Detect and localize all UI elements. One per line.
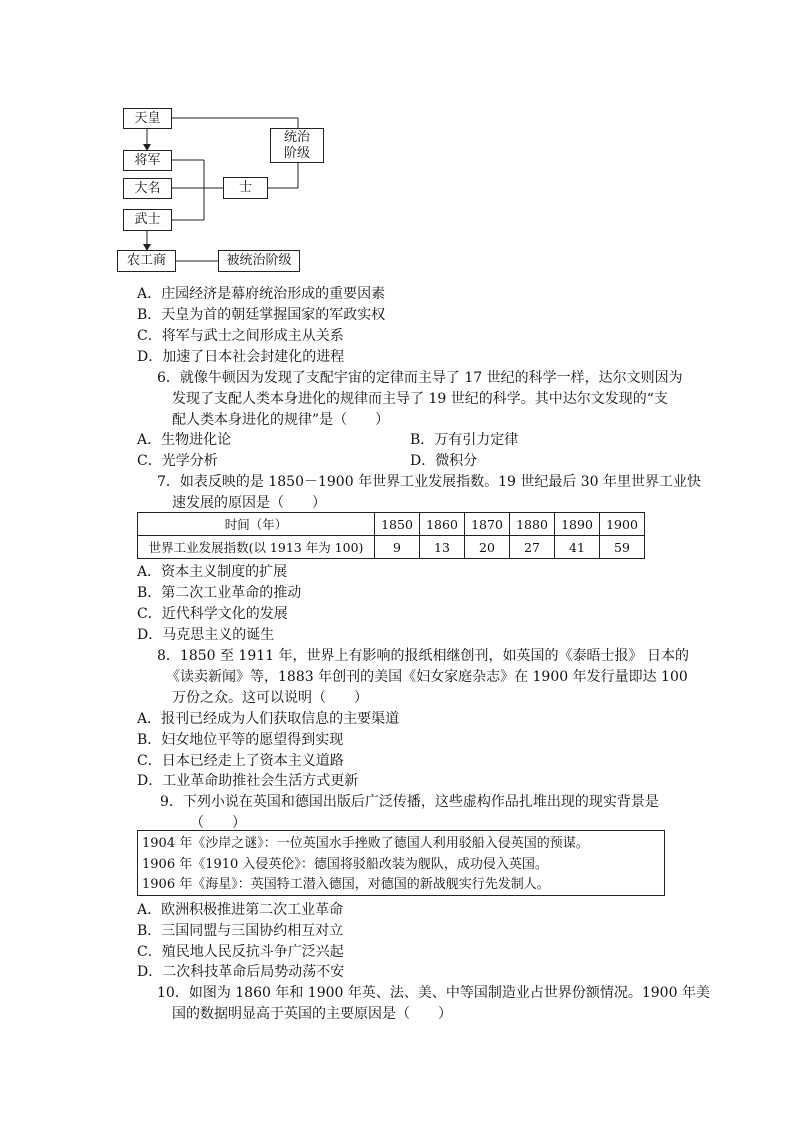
q5-option-b[interactable]: B．天皇为首的朝廷掌握国家的军政实权 [137,307,386,323]
shogun-box: 将军 [123,150,172,171]
q7-option-b[interactable]: B．第二次工业革命的推动 [137,585,302,601]
q6-option-d[interactable]: D．微积分 [410,453,478,469]
table-row-label: 世界工业发展指数(以 1913 年为 100) [138,536,375,559]
q5-option-a[interactable]: A．庄园经济是幕府统治形成的重要因素 [137,286,386,302]
q8-option-b[interactable]: B．妇女地位平等的愿望得到实现 [137,732,344,748]
bushi-box: 武士 [123,209,172,231]
q7-option-a[interactable]: A．资本主义制度的扩展 [137,564,288,580]
q7-option-c[interactable]: C．近代科学文化的发展 [137,606,288,622]
q9-stem-line-1: 9．下列小说在英国和德国出版后广泛传播，这些虚构作品扎堆出现的现实背景是 [160,794,659,810]
table-value-cell: 41 [555,536,600,559]
social-structure-diagram [0,0,794,300]
q6-option-c[interactable]: C．光学分析 [137,453,218,469]
q9-option-d[interactable]: D．二次科技革命后局势动荡不安 [137,964,345,980]
table-value-cell: 13 [420,536,465,559]
table-year-cell: 1870 [465,513,510,536]
q8-option-c[interactable]: C．日本已经走上了资本主义道路 [137,753,344,769]
q10-stem-line-1: 10．如图为 1860 年和 1900 年英、法、美、中等国制造业占世界份额情况。1900 年美 [157,985,710,1001]
q7-stem-line-1: 7．如表反映的是 1850－1900 年世界工业发展指数。19 世纪最后 30 年里世界工业快 [157,474,702,490]
ruled-class-box: 被统治阶级 [218,250,300,272]
q7-option-d[interactable]: D．马克思主义的诞生 [137,627,275,643]
daimyo-box: 大名 [123,178,172,199]
commoners-box: 农工商 [117,250,176,272]
table-year-cell: 1890 [555,513,600,536]
q8-stem-line-2: 《读卖新闻》等，1883 年创刊的美国《妇女家庭杂志》在 1900 年发行量即达 100 [166,669,688,685]
table-value-cell: 59 [600,536,645,559]
q9-option-a[interactable]: A．欧洲积极推进第二次工业革命 [137,902,344,918]
q8-stem-line-3: 万份之众。这可以说明（ ） [172,690,368,706]
table-year-cell: 1900 [600,513,645,536]
novel-list-box [137,830,665,896]
q7-stem-line-2: 速发展的原因是（ ） [172,495,326,511]
q5-option-d[interactable]: D．加速了日本社会封建化的进程 [137,349,345,365]
novel-entry-2: 1906 年《1910 入侵英伦》：德国将驳船改装为舰队，成功侵入英国。 [142,856,548,872]
q6-option-b[interactable]: B．万有引力定律 [410,432,519,448]
q8-option-a[interactable]: A．报刊已经成为人们获取信息的主要渠道 [137,711,400,727]
table-value-cell: 27 [510,536,555,559]
novel-entry-1: 1904 年《沙岸之谜》：一位英国水手挫败了德国人利用驳船入侵英国的预谋。 [142,836,589,851]
q9-option-c[interactable]: C．殖民地人民反抗斗争广泛兴起 [137,944,344,960]
q6-stem-line-2: 发现了支配人类本身进化的规律而主导了 19 世纪的科学。其中达尔文发现的“支 [172,391,668,407]
q6-stem-line-1: 6．就像牛顿因为发现了支配宇宙的定律而主导了 17 世纪的科学一样，达尔文则因为 [157,370,683,386]
table-value-cell: 20 [465,536,510,559]
table-year-cell: 1880 [510,513,555,536]
table-header-label: 时间（年） [138,513,375,536]
q8-option-d[interactable]: D．工业革命助推社会生活方式更新 [137,773,359,789]
emperor-box: 天皇 [123,108,172,129]
novel-entry-3: 1906 年《海星》：英国特工潜入德国，对德国的新战舰实行先发制人。 [142,877,550,892]
table-year-cell: 1850 [375,513,420,536]
q6-option-a[interactable]: A．生物进化论 [137,432,232,448]
q6-stem-line-3: 配人类本身进化的规律”是（ ） [172,412,390,428]
table-row [138,513,645,536]
table-year-cell: 1860 [420,513,465,536]
q10-stem-line-2: 国的数据明显高于英国的主要原因是（ ） [172,1006,452,1022]
samurai-class-box: 士 [223,177,268,199]
q9-option-b[interactable]: B．三国同盟与三国协约相互对立 [137,923,344,939]
q9-stem-line-2: （ ） [190,815,246,831]
table-value-cell: 9 [375,536,420,559]
table-row [138,536,645,559]
industrial-index-table [137,512,645,559]
q5-option-c[interactable]: C．将军与武士之间形成主从关系 [137,328,344,344]
q8-stem-line-1: 8．1850 至 1911 年，世界上有影响的报纸相继创刊，如英国的《泰晤士报》 日本的 [157,648,689,664]
ruling-class-box: 统治阶级 [270,128,324,163]
